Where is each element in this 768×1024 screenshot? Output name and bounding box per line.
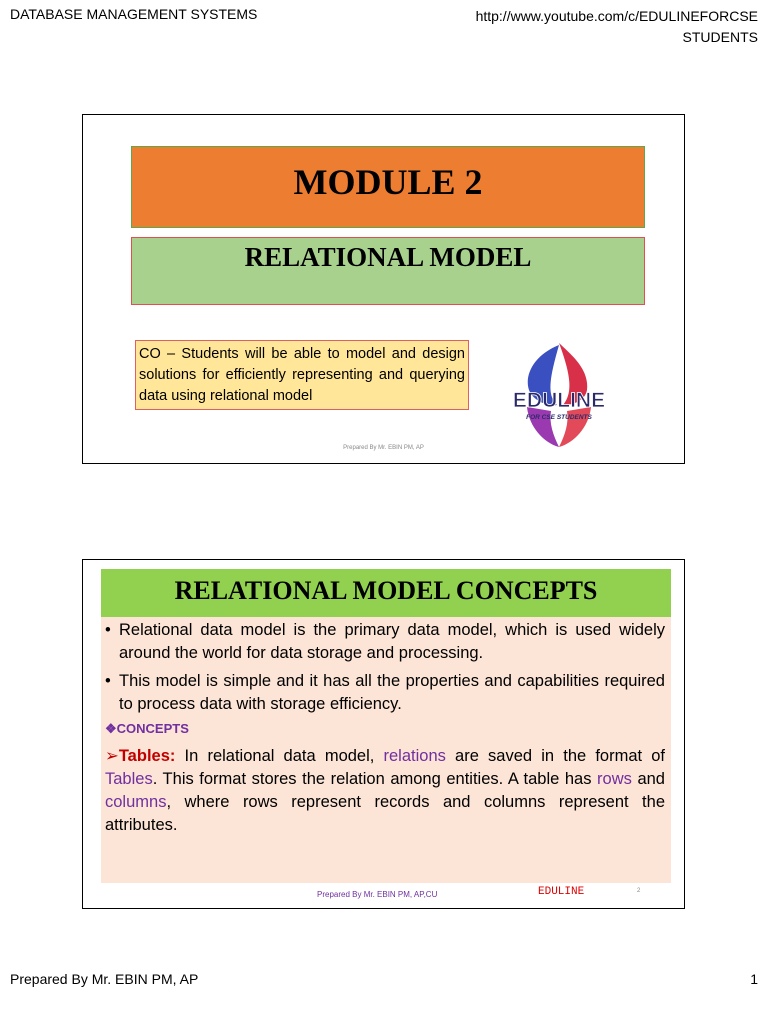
tables-text-1: In relational data model, bbox=[175, 747, 384, 765]
tables-text-5: , where rows represent records and columns represent the attributes. bbox=[105, 793, 665, 834]
slide-2-title: RELATIONAL MODEL CONCEPTS bbox=[174, 576, 598, 605]
rows-term: rows bbox=[597, 770, 632, 788]
slide-2-prepared-by: Prepared By Mr. EBIN PM, AP,CU bbox=[317, 890, 438, 899]
footer-prepared-by: Prepared By Mr. EBIN PM, AP bbox=[10, 971, 199, 987]
logo-flame-bottom-right bbox=[559, 407, 591, 447]
tables-keyword: Tables: bbox=[118, 747, 176, 765]
concepts-heading: ❖CONCEPTS bbox=[105, 721, 189, 736]
tables-text-4: and bbox=[631, 770, 665, 788]
slide-1-prepared-by: Prepared By Mr. EBIN PM, AP bbox=[343, 445, 424, 451]
slide-1 bbox=[82, 114, 685, 464]
subtitle-banner bbox=[131, 237, 645, 305]
relations-term: relations bbox=[383, 747, 446, 765]
tables-text-3: . This format stores the relation among entities. A table has bbox=[152, 770, 598, 788]
bullet-2-text: This model is simple and it has all the properties and capabilities required to process data with storage efficiency. bbox=[119, 672, 665, 713]
slide-2-eduline-mark: EDULINE bbox=[538, 886, 585, 898]
bullet-1 bbox=[105, 619, 665, 665]
eduline-logo bbox=[489, 335, 629, 455]
logo-flame-bottom-left bbox=[527, 407, 559, 447]
logo-text: EDULINE bbox=[512, 389, 606, 412]
logo-tagline: FOR CSE STUDENTS bbox=[526, 414, 592, 421]
arrow-icon: ➢ bbox=[105, 747, 119, 765]
module-banner bbox=[131, 146, 645, 228]
footer-page-number: 1 bbox=[750, 971, 758, 987]
subtitle: RELATIONAL MODEL bbox=[244, 242, 532, 272]
tables-text-2: are saved in the format of bbox=[445, 747, 666, 765]
bullet-2 bbox=[105, 670, 665, 716]
columns-term: columns bbox=[105, 793, 167, 811]
slide-2-content bbox=[101, 617, 671, 883]
bullet-1-text: Relational data model is the primary data model, which is used widely around the world for data storage and processing. bbox=[119, 621, 665, 662]
course-outcome: CO – Students will be able to model and design solutions for efficiently representing and querying data using relational model bbox=[135, 340, 469, 410]
slide-2-title-bar bbox=[101, 569, 671, 617]
header-url-line2[interactable]: STUDENTS bbox=[682, 29, 758, 45]
bullet-dot: • bbox=[105, 672, 111, 690]
tables-paragraph bbox=[105, 745, 665, 837]
slide-2 bbox=[82, 559, 685, 909]
bullet-dot: • bbox=[105, 621, 111, 639]
tables-term: Tables bbox=[105, 770, 153, 788]
header-title: DATABASE MANAGEMENT SYSTEMS bbox=[10, 6, 258, 22]
header-url[interactable] bbox=[476, 6, 758, 48]
module-title: MODULE 2 bbox=[293, 162, 483, 202]
slide-2-page-number: 2 bbox=[637, 888, 641, 894]
header-url-line1[interactable]: http://www.youtube.com/c/EDULINEFORCSE bbox=[475, 8, 758, 24]
